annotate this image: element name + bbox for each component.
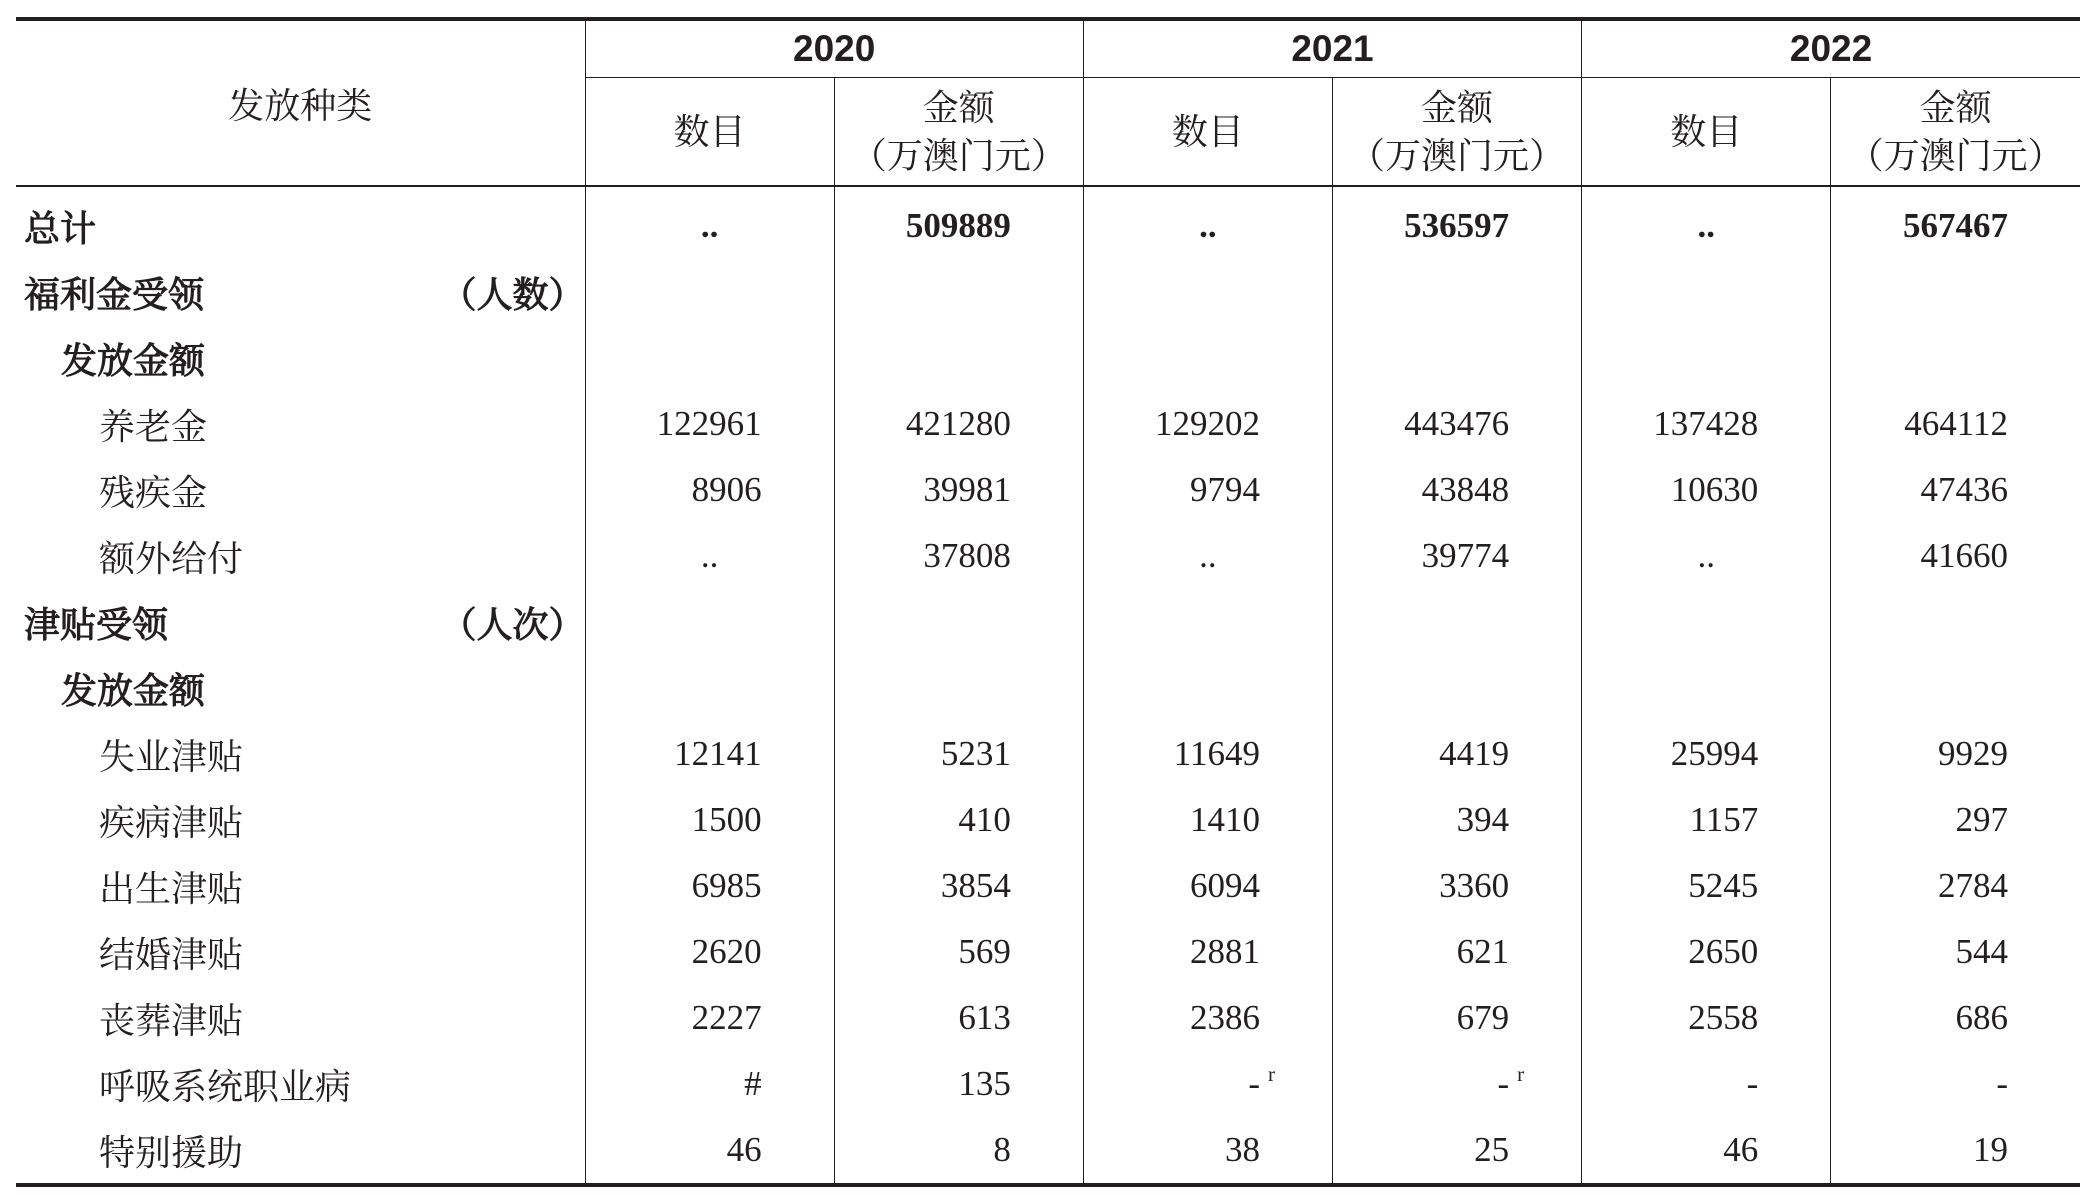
value-cell-2021-amount [1332, 655, 1581, 721]
row-label-wrap [16, 927, 585, 978]
row-label-cell [16, 985, 585, 1051]
value: 464112 [1904, 404, 2008, 443]
value: 686 [1955, 998, 2008, 1037]
value-cell-2020-amount [834, 589, 1083, 655]
value: 1157 [1689, 800, 1759, 839]
amount-label: 金额 [922, 86, 995, 128]
value-cell-2020-amount [834, 721, 1083, 787]
value-cell-2022-count [1582, 919, 1831, 985]
value-cell-2021-count [1083, 787, 1332, 853]
row-label: 残疾金 [99, 472, 208, 513]
row-label-cell [16, 325, 585, 391]
value: 410 [958, 800, 1011, 839]
value-cell-2020-amount [834, 523, 1083, 589]
row-label-cell [16, 721, 585, 787]
value-cell-2022-amount [1831, 655, 2080, 721]
value: 2558 [1688, 998, 1759, 1037]
value-cell-2021-count [1083, 259, 1332, 325]
value-cell-2022-count [1582, 259, 1831, 325]
value: 19 [1973, 1130, 2008, 1169]
value-cell-2020-count [585, 391, 834, 457]
value-cell-2021-count [1083, 391, 1332, 457]
value: 11649 [1173, 734, 1260, 773]
value: .. [1697, 206, 1715, 245]
row-unit: （人数） [440, 274, 585, 315]
value-cell-2021-count [1083, 1117, 1332, 1185]
value: 46 [1723, 1130, 1759, 1169]
value-cell-2021-amount [1332, 787, 1581, 853]
row-label-cell [16, 186, 585, 259]
value-cell-2022-amount [1831, 853, 2080, 919]
value: 25 [1474, 1130, 1510, 1169]
value: 5245 [1688, 866, 1759, 905]
value: 9794 [1189, 470, 1260, 509]
value: 1500 [691, 800, 762, 839]
row-label-cell [16, 1051, 585, 1117]
count-header-2021: 数目 [1083, 78, 1332, 187]
value-cell-2022-count [1582, 391, 1831, 457]
table-row [16, 919, 2080, 985]
revision-mark: r [1517, 1062, 1525, 1086]
value: .. [700, 206, 719, 245]
value-cell-2020-count [585, 787, 834, 853]
value-cell-2020-amount [834, 259, 1083, 325]
value: 567467 [1903, 206, 2008, 245]
value-cell-2022-amount [1831, 391, 2080, 457]
value-cell-2020-count [585, 655, 834, 721]
table-header [16, 19, 2080, 186]
value: - [1996, 1064, 2008, 1103]
row-label-wrap [16, 1125, 585, 1176]
value-cell-2020-amount [834, 186, 1083, 259]
row-label-cell [16, 457, 585, 523]
value-cell-2021-amount [1332, 985, 1581, 1051]
value: 394 [1456, 800, 1510, 839]
amount-unit: （万澳门元） [1847, 134, 2064, 176]
value: 297 [1955, 800, 2008, 839]
value: 47436 [1920, 470, 2008, 509]
row-label: 结婚津贴 [99, 934, 244, 975]
value-cell-2020-amount [834, 919, 1083, 985]
value-cell-2020-count [585, 457, 834, 523]
table-row [16, 985, 2080, 1051]
value-cell-2022-amount [1831, 1117, 2080, 1185]
row-label: 丧葬津贴 [99, 1000, 244, 1041]
year-header-row [16, 19, 2080, 78]
row-label: 呼吸系统职业病 [99, 1066, 352, 1107]
value-cell-2022-amount [1831, 919, 2080, 985]
row-label-wrap [16, 861, 585, 912]
value: 8 [993, 1130, 1011, 1169]
value: 129202 [1154, 404, 1260, 443]
value-cell-2022-count [1582, 721, 1831, 787]
value-cell-2020-count [585, 853, 834, 919]
value-cell-2022-amount [1831, 259, 2080, 325]
row-label: 津贴受领 [24, 604, 169, 645]
row-label-wrap [16, 1059, 585, 1110]
table-row [16, 457, 2080, 523]
value-cell-2022-amount [1831, 985, 2080, 1051]
value-cell-2022-count [1582, 853, 1831, 919]
value-cell-2022-count [1582, 655, 1831, 721]
row-label-wrap [16, 399, 585, 450]
value: 2650 [1688, 932, 1759, 971]
row-label-wrap [16, 597, 585, 648]
value: 544 [1955, 932, 2008, 971]
value-cell-2021-amount [1332, 325, 1581, 391]
value: - [1497, 1064, 1510, 1103]
row-label: 养老金 [99, 406, 208, 447]
value-cell-2022-count [1582, 1051, 1831, 1117]
value: 613 [958, 998, 1011, 1037]
value: 39981 [923, 470, 1011, 509]
value: 135 [958, 1064, 1011, 1103]
table-body [16, 186, 2080, 1185]
value: .. [1697, 536, 1715, 575]
row-label-cell [16, 919, 585, 985]
value-cell-2021-amount [1332, 1051, 1581, 1117]
count-header-2020: 数目 [585, 78, 834, 187]
value-cell-2020-amount [834, 325, 1083, 391]
row-label-wrap [16, 729, 585, 780]
subgroup-row [16, 325, 2080, 391]
value: 25994 [1670, 734, 1759, 773]
value-cell-2022-amount [1831, 787, 2080, 853]
row-label: 发放金额 [61, 670, 206, 711]
value: 536597 [1404, 206, 1510, 245]
amount-header-2022 [1831, 78, 2080, 187]
row-label: 出生津贴 [99, 868, 244, 909]
value: 2227 [691, 998, 762, 1037]
value-cell-2020-count [585, 919, 834, 985]
value: - [1746, 1064, 1759, 1103]
value: 122961 [656, 404, 762, 443]
row-label-cell [16, 655, 585, 721]
value: 12141 [674, 734, 762, 773]
table-row [16, 853, 2080, 919]
value: 421280 [905, 404, 1011, 443]
revision-mark: r [1267, 1062, 1275, 1086]
value-cell-2021-amount [1332, 186, 1581, 259]
row-label-cell [16, 853, 585, 919]
value: 137428 [1653, 404, 1759, 443]
subgroup-row [16, 655, 2080, 721]
value-cell-2021-count [1083, 325, 1332, 391]
value: 2620 [691, 932, 762, 971]
row-label: 失业津贴 [99, 736, 244, 777]
value-cell-2022-count [1582, 186, 1831, 259]
row-label-wrap [16, 465, 585, 516]
value-cell-2021-amount [1332, 1117, 1581, 1185]
row-label-wrap [16, 531, 585, 582]
value-cell-2020-count [585, 325, 834, 391]
value: 41660 [1920, 536, 2008, 575]
total-row [16, 186, 2080, 259]
value-cell-2022-count [1582, 1117, 1831, 1185]
value-cell-2021-count [1083, 523, 1332, 589]
row-label-wrap [16, 993, 585, 1044]
table-row [16, 1051, 2080, 1117]
value-cell-2021-count [1083, 589, 1332, 655]
value-cell-2022-amount [1831, 186, 2080, 259]
value: 2881 [1189, 932, 1260, 971]
value-cell-2022-count [1582, 985, 1831, 1051]
value: 443476 [1404, 404, 1510, 443]
row-label-wrap [16, 201, 585, 252]
table-row [16, 523, 2080, 589]
amount-header-2020 [834, 78, 1083, 187]
value-cell-2020-count [585, 1051, 834, 1117]
value-cell-2021-count [1083, 919, 1332, 985]
value: 8906 [691, 470, 762, 509]
value-cell-2020-amount [834, 853, 1083, 919]
value-cell-2020-amount [834, 787, 1083, 853]
value-cell-2020-amount [834, 1117, 1083, 1185]
value: 37808 [923, 536, 1011, 575]
row-label-cell [16, 259, 585, 325]
group-row [16, 259, 2080, 325]
value-cell-2021-amount [1332, 853, 1581, 919]
year-header-2020: 2020 [585, 19, 1083, 78]
value-cell-2021-amount [1332, 919, 1581, 985]
value-cell-2021-amount [1332, 457, 1581, 523]
year-header-2022: 2022 [1582, 19, 2080, 78]
value-cell-2021-count [1083, 721, 1332, 787]
row-label-wrap [16, 663, 585, 714]
row-label-cell [16, 391, 585, 457]
value-cell-2022-amount [1831, 457, 2080, 523]
value-cell-2021-amount [1332, 589, 1581, 655]
value-cell-2020-count [585, 589, 834, 655]
value-cell-2021-count [1083, 985, 1332, 1051]
value-cell-2020-count [585, 523, 834, 589]
value-cell-2022-amount [1831, 589, 2080, 655]
group-row [16, 589, 2080, 655]
row-label: 总计 [24, 208, 97, 249]
row-label: 疾病津贴 [99, 802, 244, 843]
row-label: 福利金受领 [24, 274, 205, 315]
value: .. [1199, 536, 1217, 575]
value: 621 [1456, 932, 1510, 971]
table-row [16, 391, 2080, 457]
value: 5231 [940, 734, 1011, 773]
value-cell-2021-count [1083, 1051, 1332, 1117]
amount-label: 金额 [1421, 86, 1494, 128]
value-cell-2020-count [585, 721, 834, 787]
value: 46 [726, 1130, 762, 1169]
value: 679 [1456, 998, 1510, 1037]
row-label: 特别援助 [99, 1132, 244, 1173]
value: 3854 [940, 866, 1011, 905]
value: 509889 [905, 206, 1011, 245]
amount-header-2021 [1332, 78, 1581, 187]
value-cell-2022-count [1582, 589, 1831, 655]
value: 38 [1224, 1130, 1260, 1169]
count-header-2022: 数目 [1582, 78, 1831, 187]
row-label-wrap [16, 795, 585, 846]
row-label-cell [16, 523, 585, 589]
amount-unit: （万澳门元） [850, 134, 1067, 176]
value: .. [1199, 206, 1217, 245]
value-cell-2022-amount [1831, 1051, 2080, 1117]
value-cell-2021-amount [1332, 391, 1581, 457]
value-cell-2021-amount [1332, 721, 1581, 787]
value: 3360 [1439, 866, 1510, 905]
table-row [16, 721, 2080, 787]
value: # [744, 1064, 762, 1103]
value: - [1248, 1064, 1260, 1103]
value: 2386 [1189, 998, 1260, 1037]
value-cell-2022-amount [1831, 523, 2080, 589]
value-cell-2020-amount [834, 985, 1083, 1051]
row-label-cell [16, 1117, 585, 1185]
value-cell-2020-amount [834, 655, 1083, 721]
row-label: 发放金额 [61, 340, 206, 381]
value-cell-2022-amount [1831, 721, 2080, 787]
value: 6094 [1189, 866, 1260, 905]
value: 39774 [1421, 536, 1510, 575]
row-label: 额外给付 [99, 538, 244, 579]
value: 6985 [691, 866, 762, 905]
row-label-cell [16, 787, 585, 853]
value-cell-2021-count [1083, 655, 1332, 721]
table-row [16, 1117, 2080, 1185]
value-cell-2020-amount [834, 391, 1083, 457]
value: 10630 [1670, 470, 1759, 509]
amount-label: 金额 [1919, 86, 1992, 128]
value-cell-2022-count [1582, 787, 1831, 853]
value-cell-2020-count [585, 1117, 834, 1185]
row-label-cell [16, 589, 585, 655]
value-cell-2021-count [1083, 853, 1332, 919]
benefit-statistics-table [16, 17, 2080, 1187]
value: 43848 [1421, 470, 1510, 509]
value-cell-2020-count [585, 985, 834, 1051]
value-cell-2021-count [1083, 186, 1332, 259]
value-cell-2021-amount [1332, 523, 1581, 589]
value-cell-2020-amount [834, 457, 1083, 523]
value-cell-2022-count [1582, 325, 1831, 391]
row-label-wrap [16, 333, 585, 384]
value: .. [700, 536, 719, 575]
value: 4419 [1439, 734, 1510, 773]
value-cell-2021-count [1083, 457, 1332, 523]
value: 9929 [1938, 734, 2008, 773]
row-unit: （人次） [440, 604, 585, 645]
value-cell-2020-amount [834, 1051, 1083, 1117]
value: 1410 [1189, 800, 1260, 839]
value-cell-2022-amount [1831, 325, 2080, 391]
value-cell-2020-count [585, 186, 834, 259]
value-cell-2021-amount [1332, 259, 1581, 325]
amount-unit: （万澳门元） [1349, 134, 1566, 176]
value: 2784 [1938, 866, 2008, 905]
value-cell-2022-count [1582, 457, 1831, 523]
row-label-wrap [16, 267, 585, 318]
year-header-2021: 2021 [1083, 19, 1581, 78]
table-row [16, 787, 2080, 853]
value: 569 [958, 932, 1011, 971]
value-cell-2022-count [1582, 523, 1831, 589]
category-header: 发放种类 [16, 19, 585, 186]
value-cell-2020-count [585, 259, 834, 325]
